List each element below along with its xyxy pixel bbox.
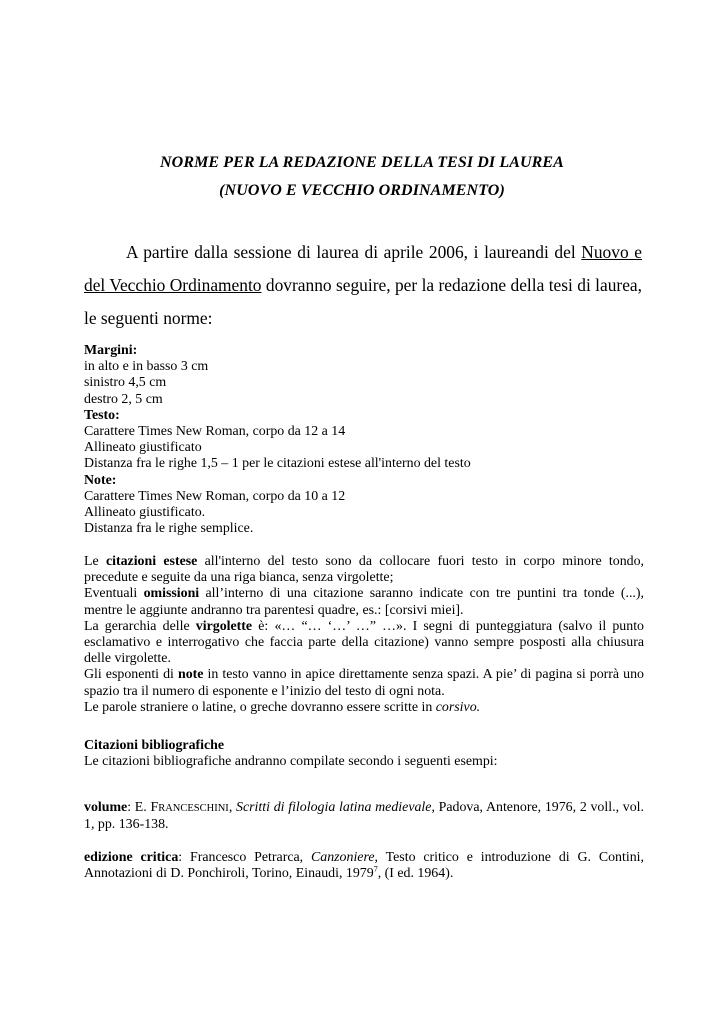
- margini-item: in alto e in basso 3 cm: [84, 359, 209, 375]
- bibliography-section: [84, 738, 644, 770]
- rule-note: Gli esponenti di note in testo vanno in apice direttamente senza spazi. A pie’ di pagina si porrà uno spazio tra il numero di esponente e l’inizio del testo di ogni nota.: [84, 667, 644, 699]
- testo-heading: Testo:: [84, 407, 120, 423]
- bibliography-intro: Le citazioni bibliografiche andranno compilate secondo i seguenti esempi:: [84, 754, 498, 770]
- note-item: Distanza fra le righe semplice.: [84, 521, 254, 537]
- margini-item: sinistro 4,5 cm: [84, 375, 167, 391]
- rule-virgolette: La gerarchia delle virgolette è: «… “… ‘…’ …” …». I segni di punteggiatura (salvo il punto esclamativo e interrogativo che faccia parte della citazione) vanno sempre posposti alla chiusura delle virgolette.: [84, 618, 644, 667]
- intro-paragraph: [84, 236, 642, 335]
- intro-underlined-text: Nuovo e del Vecchio Ordinamento: [84, 242, 642, 295]
- testo-item: Allineato giustificato: [84, 440, 202, 456]
- testo-item: Distanza fra le righe 1,5 – 1 per le citazioni estese all'interno del testo: [84, 456, 471, 472]
- intro-text-a: A partire dalla sessione di laurea di aprile 2006, i laureandi del: [126, 242, 582, 262]
- note-heading: Note:: [84, 472, 117, 488]
- bibliography-heading: Citazioni bibliografiche: [84, 738, 225, 753]
- intro-text-b: dovranno seguire, per la redazione della tesi di laurea, le seguenti norme:: [84, 275, 643, 328]
- margini-heading: Margini:: [84, 343, 138, 358]
- rule-citazioni-estese: Le citazioni estese all'interno del testo sono da collocare fuori testo in corpo minore tondo, precedute e seguite da una riga bianca, senza virgolette;: [84, 554, 645, 586]
- margini-item: destro 2, 5 cm: [84, 391, 163, 407]
- rule-omissioni: Eventuali omissioni all’interno di una citazione saranno indicate con tre puntini tra tonde (...), mentre le aggiunte andranno tra parentesi quadre, es.: [corsivi miei].: [84, 586, 644, 618]
- document-title-line-2: (NUOVO E VECCHIO ORDINAMENTO): [219, 182, 505, 199]
- note-item: Allineato giustificato.: [84, 505, 206, 521]
- bibliography-example-edizione-critica: edizione critica: Francesco Petrarca, Canzoniere, Testo critico e introduzione di G. Contini, Annotazioni di D. Ponchiroli, Torino, Einaudi, 1979$^7$, (I ed. 1964).: [84, 850, 645, 882]
- rule-corsivo: Le parole straniere o latine, o greche dovranno essere scritte in corsivo.: [84, 699, 481, 715]
- citation-rules: [84, 554, 644, 716]
- bibliography-example-volume: volume: E. FRANCESCHINI, Scritti di filologia latina medievale, Padova, Antenore, 1976, 2 voll., vol. 1, pp. 136-138.: [84, 800, 644, 833]
- document-title-line-1: NORME PER LA REDAZIONE DELLA TESI DI LAUREA: [160, 154, 564, 171]
- format-specs: [84, 343, 644, 537]
- note-item: Carattere Times New Roman, corpo da 10 a 12: [84, 488, 346, 504]
- testo-item: Carattere Times New Roman, corpo da 12 a 14: [84, 424, 346, 440]
